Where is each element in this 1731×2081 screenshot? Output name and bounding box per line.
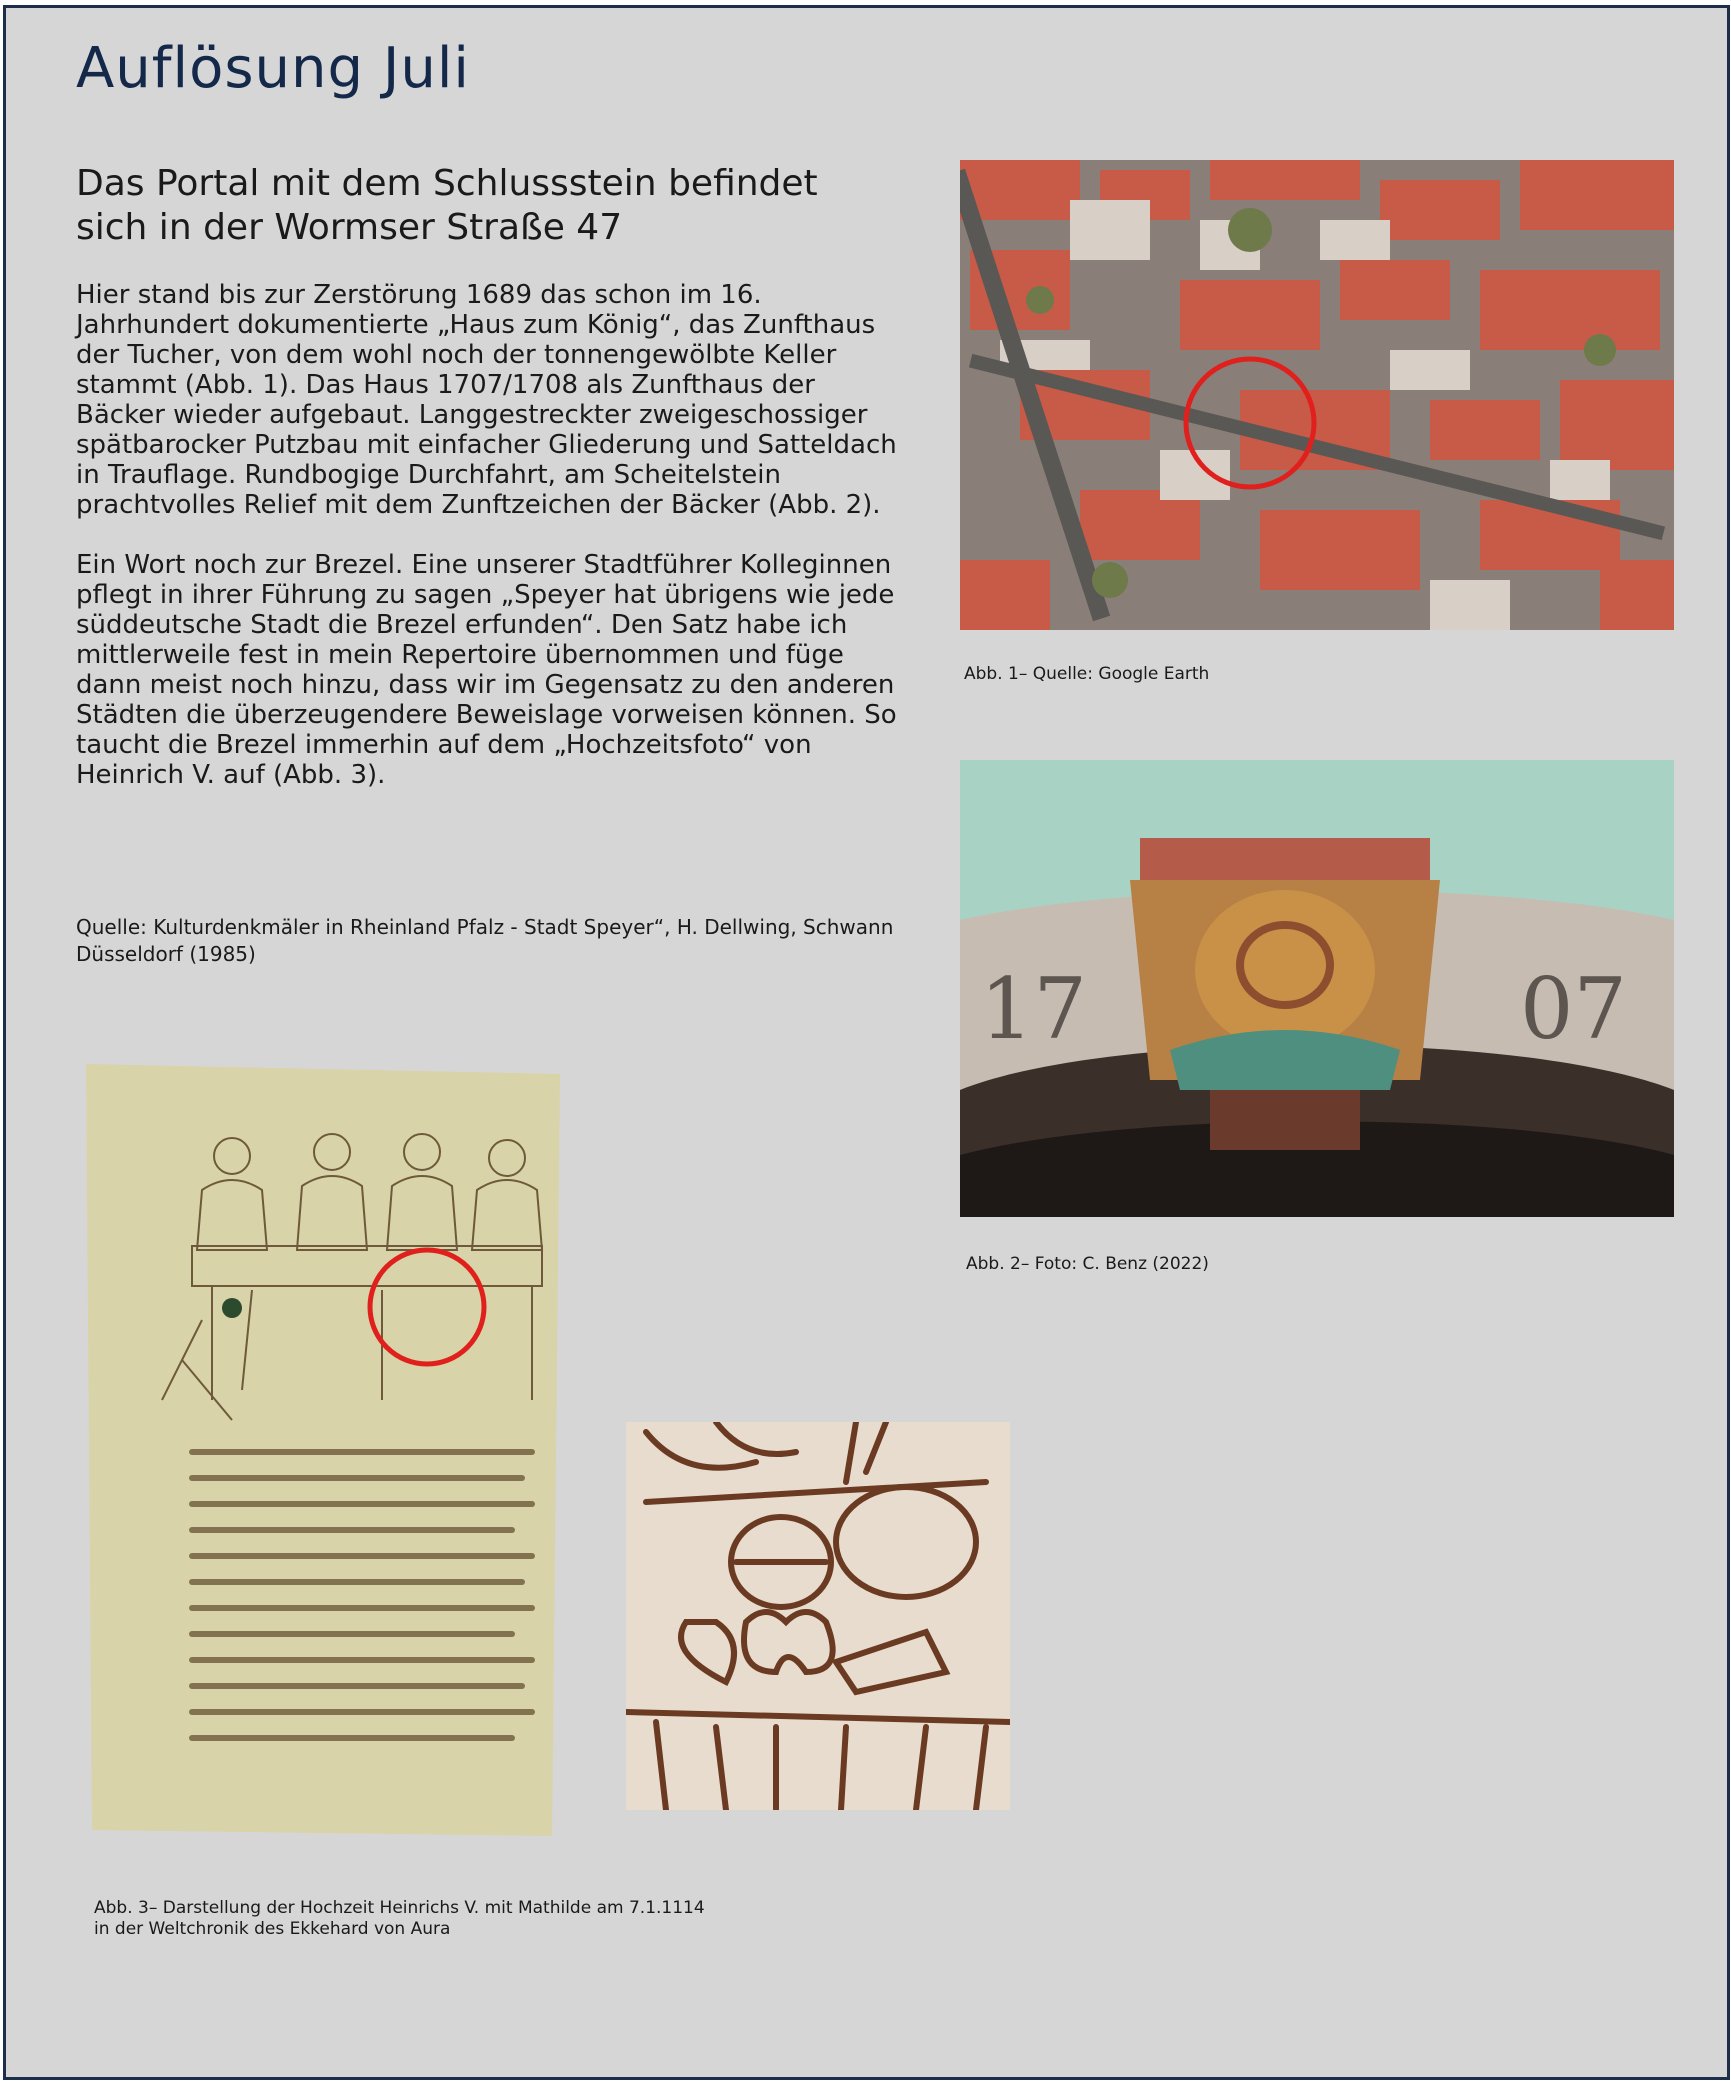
- aerial-photo: [960, 160, 1674, 630]
- source-citation: Quelle: Kulturdenkmäler in Rheinland Pfalz - Stadt Speyer“, H. Dellwing, Schwann Düsseldorf (1985): [76, 915, 894, 966]
- body-text: [76, 280, 906, 790]
- paragraph-brezel: Ein Wort noch zur Brezel. Eine unserer Stadtführer Kolleginnen pflegt in ihrer Führung zu sagen „Speyer hat übrigens wie jede süddeutsche Stadt die Brezel erfunden“. Den Satz habe ich mittlerweile fest in mein Repertoire übernommen und füge dann meist noch hinzu, dass wir im Gegensatz zu den anderen Städten die überzeugendere Beweislage vorweisen können. So taucht die Brezel immerhin auf dem „Hochzeitsfoto“ von Heinrich V. auf (Abb. 3).: [76, 550, 897, 790]
- keystone-year-right: 07: [1520, 960, 1627, 1058]
- figure-1-caption: Abb. 1– Quelle: Google Earth: [964, 664, 1210, 684]
- paragraph-history: Hier stand bis zur Zerstörung 1689 das schon im 16. Jahrhundert dokumentierte „Haus zum König“, das Zunfthaus der Tucher, von dem wohl noch der tonnengewölbte Keller stammt (Abb. 1). Das Haus 1707/1708 als Zunfthaus der Bäcker wieder aufgebaut. Langgestreckter zweigeschossiger spätbarocker Putzbau mit einfacher Gliederung und Satteldach in Trauflage. Rundbogige Durchfahrt, am Scheitelstein prachtvolles Relief mit dem Zunftzeichen der Bäcker (Abb. 2).: [76, 280, 897, 520]
- brezel-detail-image: [626, 1422, 1010, 1810]
- keystone-year-left: 17: [980, 960, 1087, 1058]
- figure-2-caption: Abb. 2– Foto: C. Benz (2022): [966, 1254, 1209, 1274]
- page-subtitle: Das Portal mit dem Schlussstein befindet sich in der Wormser Straße 47: [76, 163, 818, 248]
- keystone-photo: [960, 760, 1674, 1217]
- page-title: Auflösung Juli: [76, 36, 470, 101]
- page: [3, 5, 1730, 2080]
- manuscript-page: [82, 1060, 564, 1840]
- figure-3-caption: Abb. 3– Darstellung der Hochzeit Heinrichs V. mit Mathilde am 7.1.1114 in der Weltchronik des Ekkehard von Aura: [94, 1898, 705, 1939]
